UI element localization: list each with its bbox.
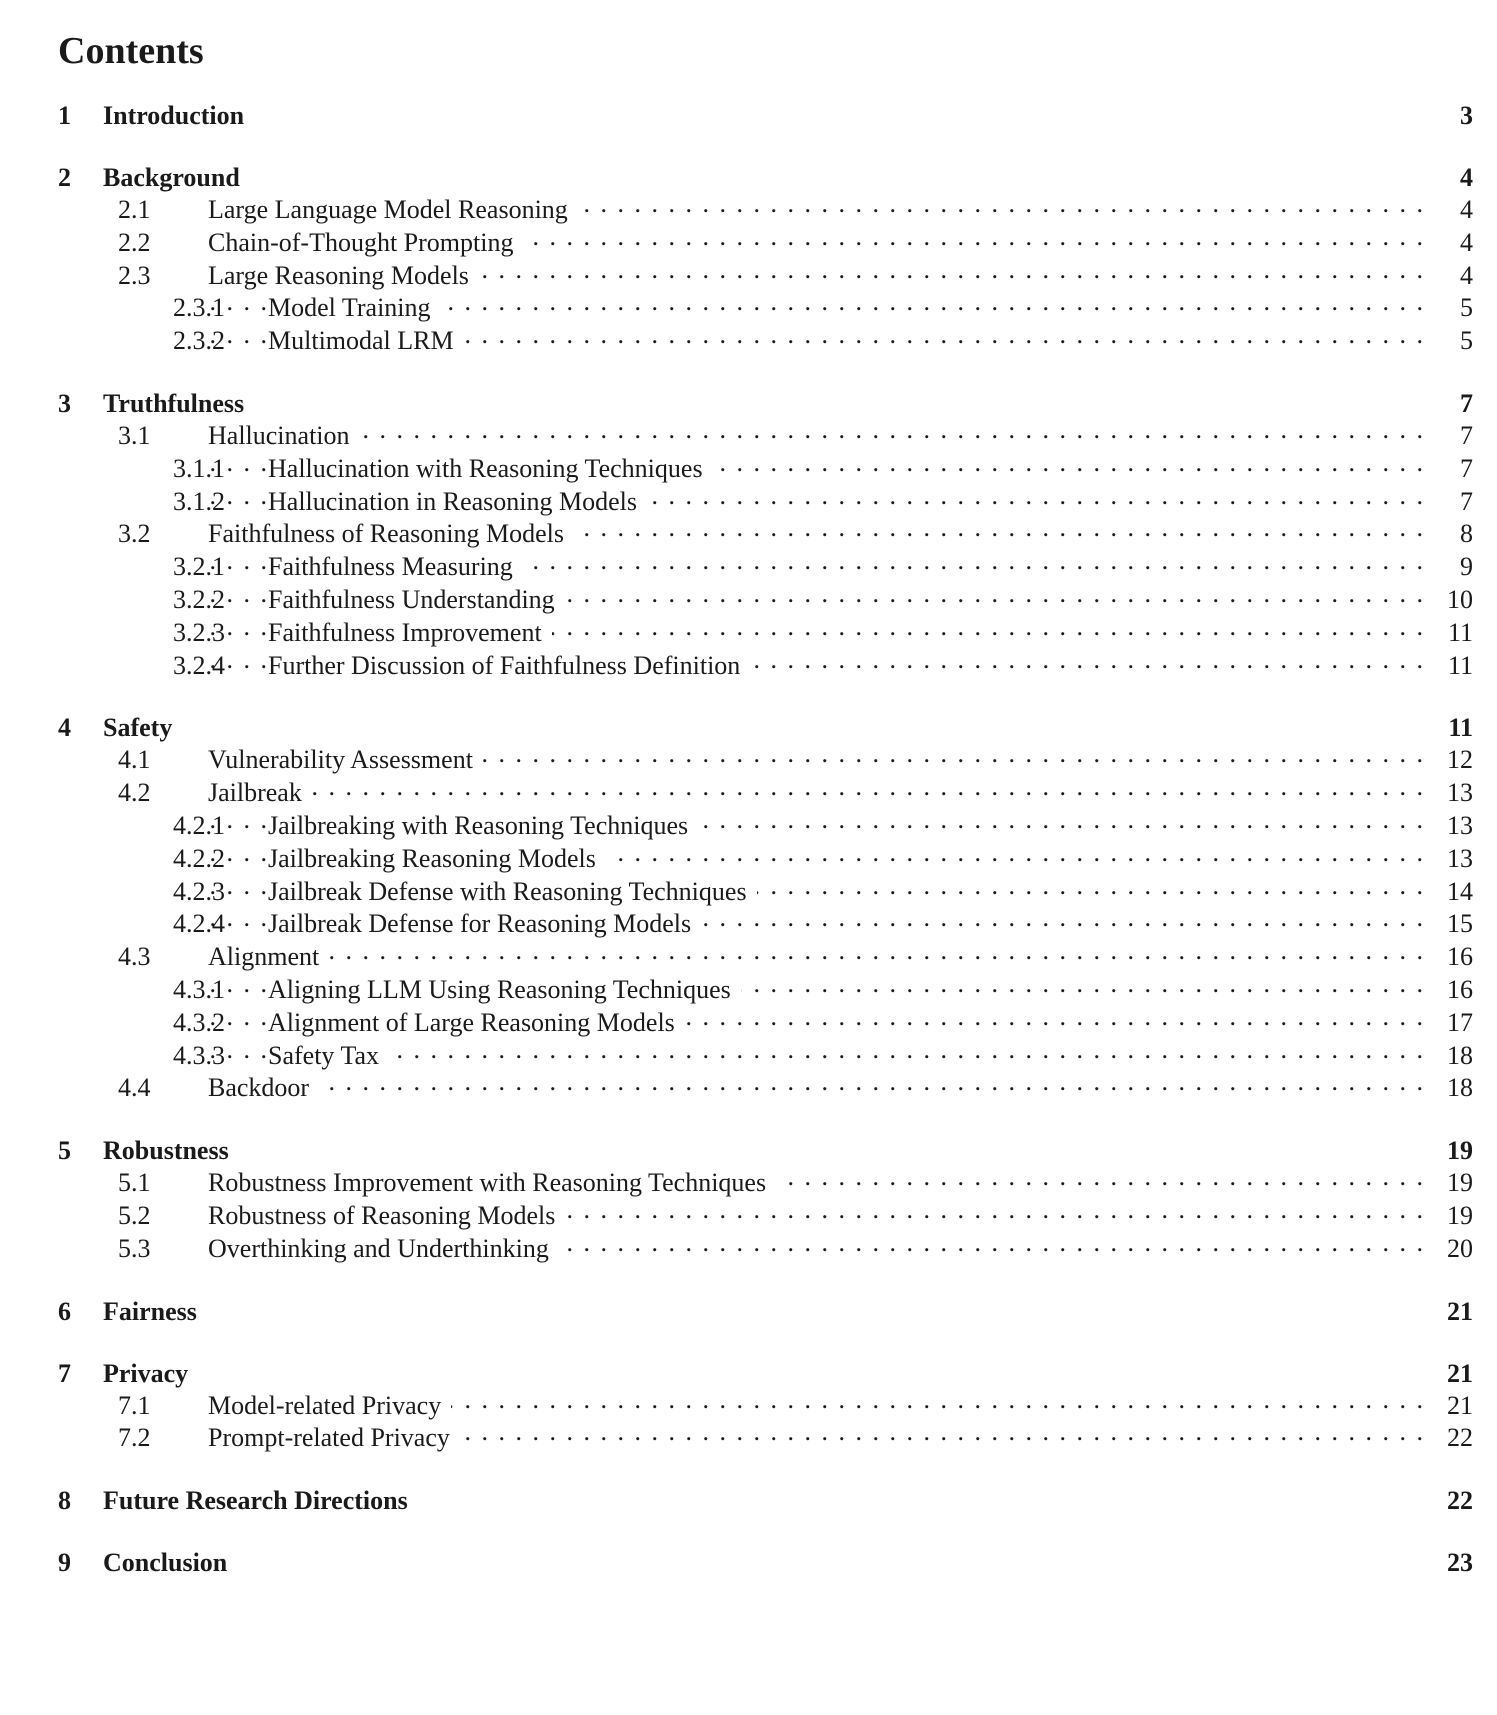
entry-page-number: 16 — [1439, 941, 1473, 974]
entry-page-number: 8 — [1452, 518, 1473, 551]
dot-leader — [208, 1040, 1423, 1073]
toc-section-entry[interactable] — [58, 1358, 1473, 1390]
toc-subsubsection-entry[interactable] — [58, 617, 1473, 650]
dot-leader — [208, 420, 1423, 453]
entry-page-number: 4 — [1452, 194, 1473, 227]
entry-title[interactable]: Vulnerability Assessment — [208, 744, 483, 777]
entry-page-number: 18 — [1439, 1040, 1473, 1073]
toc-subsubsection-entry[interactable] — [58, 292, 1473, 325]
entry-title[interactable]: Multimodal LRM — [268, 325, 464, 358]
entry-title[interactable]: Safety Tax — [268, 1040, 389, 1073]
entry-number: 5.2 — [118, 1200, 151, 1230]
entry-page-number: 20 — [1439, 1233, 1473, 1266]
entry-title[interactable]: Robustness Improvement with Reasoning Techniques — [208, 1167, 776, 1200]
toc-subsection-entry[interactable] — [58, 744, 1473, 777]
toc-subsubsection-entry[interactable] — [58, 551, 1473, 584]
entry-page-number: 5 — [1452, 292, 1473, 325]
entry-number: 3.2.2 — [173, 584, 225, 614]
section-title[interactable]: Fairness — [103, 1296, 197, 1326]
entry-page-number: 13 — [1439, 777, 1473, 810]
toc-section-entry[interactable] — [58, 388, 1473, 420]
entry-title[interactable]: Chain-of-Thought Prompting — [208, 227, 523, 260]
dot-leader — [208, 941, 1423, 974]
section-number: 8 — [58, 1486, 71, 1516]
entry-number: 3.2 — [118, 519, 151, 549]
toc-subsection-entry[interactable] — [58, 260, 1473, 293]
entry-title[interactable]: Large Reasoning Models — [208, 260, 479, 293]
entry-page-number: 12 — [1439, 744, 1473, 777]
section-page-number: 22 — [1439, 1485, 1473, 1517]
toc-subsection-entry[interactable] — [58, 227, 1473, 260]
entry-title[interactable]: Hallucination with Reasoning Techniques — [268, 453, 713, 486]
toc-subsubsection-entry[interactable] — [58, 843, 1473, 876]
entry-page-number: 22 — [1439, 1422, 1473, 1455]
entry-page-number: 9 — [1452, 551, 1473, 584]
section-number: 2 — [58, 163, 71, 192]
section-number: 6 — [58, 1296, 71, 1326]
toc-subsection-entry[interactable] — [58, 1072, 1473, 1105]
toc-subsubsection-entry[interactable] — [58, 325, 1473, 358]
entry-number: 3.2.1 — [173, 552, 225, 582]
entry-page-number: 4 — [1452, 227, 1473, 260]
section-page-number: 4 — [1452, 162, 1473, 194]
entry-number: 4.1 — [118, 745, 151, 775]
entry-title[interactable]: Faithfulness of Reasoning Models — [208, 518, 574, 551]
toc-section-entry[interactable] — [58, 100, 1473, 132]
entry-title[interactable]: Jailbreak — [208, 777, 312, 810]
section-page-number: 21 — [1439, 1296, 1473, 1328]
section-number: 7 — [58, 1358, 71, 1388]
toc-subsubsection-entry[interactable] — [58, 908, 1473, 941]
entry-number: 4.3 — [118, 942, 151, 972]
toc-subsubsection-entry[interactable] — [58, 1007, 1473, 1040]
entry-title[interactable]: Faithfulness Measuring — [268, 551, 523, 584]
entry-page-number: 16 — [1439, 974, 1473, 1007]
entry-number: 2.1 — [118, 195, 151, 224]
entry-title[interactable]: Alignment of Large Reasoning Models — [268, 1007, 685, 1040]
entry-title[interactable]: Large Language Model Reasoning — [208, 194, 578, 227]
entry-number: 4.3.2 — [173, 1007, 225, 1037]
entry-page-number: 11 — [1440, 650, 1473, 683]
toc-section-entry[interactable] — [58, 1485, 1473, 1517]
toc-section-entry[interactable] — [58, 1296, 1473, 1328]
section-number: 3 — [58, 388, 71, 418]
toc-section-entry[interactable] — [58, 162, 1473, 194]
entry-number: 2.3.1 — [173, 293, 225, 323]
entry-title[interactable]: Hallucination — [208, 420, 360, 453]
dot-leader — [208, 1072, 1423, 1105]
entry-title[interactable]: Faithfulness Improvement — [268, 617, 552, 650]
dot-leader — [208, 777, 1423, 810]
entry-title[interactable]: Backdoor — [208, 1072, 319, 1105]
entry-page-number: 21 — [1439, 1390, 1473, 1423]
entry-number: 5.3 — [118, 1233, 151, 1263]
entry-number: 4.2 — [118, 778, 151, 808]
entry-page-number: 18 — [1439, 1072, 1473, 1105]
toc-subsection-entry[interactable] — [58, 1233, 1473, 1266]
section-title[interactable]: Privacy — [103, 1358, 189, 1388]
toc-subsubsection-entry[interactable] — [58, 584, 1473, 617]
entry-number: 3.2.4 — [173, 650, 225, 680]
entry-number: 3.2.3 — [173, 617, 225, 647]
entry-title[interactable]: Model-related Privacy — [208, 1390, 451, 1423]
toc-subsection-entry[interactable] — [58, 1200, 1473, 1233]
entry-number: 4.2.4 — [173, 909, 225, 939]
toc-subsubsection-entry[interactable] — [58, 453, 1473, 486]
toc-subsection-entry[interactable] — [58, 518, 1473, 551]
section-title[interactable]: Safety — [103, 713, 173, 743]
toc-subsection-entry[interactable] — [58, 1422, 1473, 1455]
section-page-number: 21 — [1439, 1358, 1473, 1390]
toc-subsection-entry[interactable] — [58, 194, 1473, 227]
toc-subsubsection-entry[interactable] — [58, 876, 1473, 909]
toc-section-entry[interactable] — [58, 1135, 1473, 1167]
entry-title[interactable]: Robustness of Reasoning Models — [208, 1200, 565, 1233]
entry-page-number: 14 — [1439, 876, 1473, 909]
section-number: 1 — [58, 101, 71, 130]
entry-page-number: 15 — [1439, 908, 1473, 941]
section-number: 9 — [58, 1548, 71, 1578]
entry-number: 2.3.2 — [173, 326, 225, 356]
entry-number: 3.1.2 — [173, 486, 225, 516]
section-title[interactable]: Robustness — [103, 1136, 229, 1166]
entry-title[interactable]: Model Training — [268, 292, 441, 325]
section-page-number: 7 — [1452, 388, 1473, 420]
entry-number: 3.1 — [118, 420, 151, 450]
entry-number: 4.3.3 — [173, 1040, 225, 1070]
section-title[interactable]: Conclusion — [103, 1548, 228, 1578]
entry-number: 3.1.1 — [173, 453, 225, 483]
entry-title[interactable]: Hallucination in Reasoning Models — [268, 486, 647, 519]
toc-subsubsection-entry[interactable] — [58, 810, 1473, 843]
entry-page-number: 17 — [1439, 1007, 1473, 1040]
toc-subsection-entry[interactable] — [58, 1167, 1473, 1200]
toc-subsection-entry[interactable] — [58, 420, 1473, 453]
entry-page-number: 5 — [1452, 325, 1473, 358]
entry-number: 4.4 — [118, 1073, 151, 1103]
entry-title[interactable]: Jailbreak Defense for Reasoning Models — [268, 908, 701, 941]
entry-page-number: 10 — [1439, 584, 1473, 617]
section-page-number: 23 — [1439, 1547, 1473, 1579]
entry-page-number: 7 — [1452, 453, 1473, 486]
entry-number: 4.2.2 — [173, 843, 225, 873]
entry-page-number: 7 — [1452, 420, 1473, 453]
entry-title[interactable]: Jailbreak Defense with Reasoning Techniques — [268, 876, 757, 909]
entry-page-number: 7 — [1452, 486, 1473, 519]
entry-title[interactable]: Overthinking and Underthinking — [208, 1233, 559, 1266]
entry-number: 7.1 — [118, 1390, 151, 1420]
toc-subsubsection-entry[interactable] — [58, 974, 1473, 1007]
entry-title[interactable]: Prompt-related Privacy — [208, 1422, 460, 1455]
entry-title[interactable]: Jailbreaking Reasoning Models — [268, 843, 606, 876]
section-title[interactable]: Truthfulness — [103, 388, 245, 418]
entry-title[interactable]: Further Discussion of Faithfulness Definition — [268, 650, 750, 683]
section-page-number: 11 — [1440, 712, 1473, 744]
toc-section-entry[interactable] — [58, 712, 1473, 744]
toc-subsection-entry[interactable] — [58, 941, 1473, 974]
entry-page-number: 11 — [1440, 617, 1473, 650]
entry-title[interactable]: Faithfulness Understanding — [268, 584, 565, 617]
entry-number: 4.2.1 — [173, 810, 225, 840]
entry-page-number: 19 — [1439, 1167, 1473, 1200]
section-number: 5 — [58, 1136, 71, 1166]
section-title[interactable]: Future Research Directions — [103, 1486, 408, 1516]
toc-list — [58, 100, 1473, 1579]
entry-page-number: 13 — [1439, 810, 1473, 843]
section-page-number: 3 — [1452, 100, 1473, 132]
entry-number: 4.3.1 — [173, 974, 225, 1004]
section-title[interactable]: Background — [103, 163, 240, 192]
toc-subsubsection-entry[interactable] — [58, 1040, 1473, 1073]
entry-page-number: 13 — [1439, 843, 1473, 876]
entry-number: 4.2.3 — [173, 876, 225, 906]
page-title: Contents — [58, 30, 204, 72]
toc-section-entry[interactable] — [58, 1547, 1473, 1579]
entry-title[interactable]: Jailbreaking with Reasoning Techniques — [268, 810, 698, 843]
entry-title[interactable]: Aligning LLM Using Reasoning Techniques — [268, 974, 741, 1007]
section-page-number: 19 — [1439, 1135, 1473, 1167]
section-number: 4 — [58, 713, 71, 743]
entry-number: 7.2 — [118, 1423, 151, 1453]
entry-page-number: 19 — [1439, 1200, 1473, 1233]
entry-page-number: 4 — [1452, 260, 1473, 293]
toc-subsection-entry[interactable] — [58, 777, 1473, 810]
entry-title[interactable]: Alignment — [208, 941, 329, 974]
toc-subsection-entry[interactable] — [58, 1390, 1473, 1423]
entry-number: 2.3 — [118, 260, 151, 290]
toc-subsubsection-entry[interactable] — [58, 650, 1473, 683]
entry-number: 5.1 — [118, 1168, 151, 1198]
section-title[interactable]: Introduction — [103, 101, 245, 130]
entry-number: 2.2 — [118, 227, 151, 257]
toc-subsubsection-entry[interactable] — [58, 486, 1473, 519]
